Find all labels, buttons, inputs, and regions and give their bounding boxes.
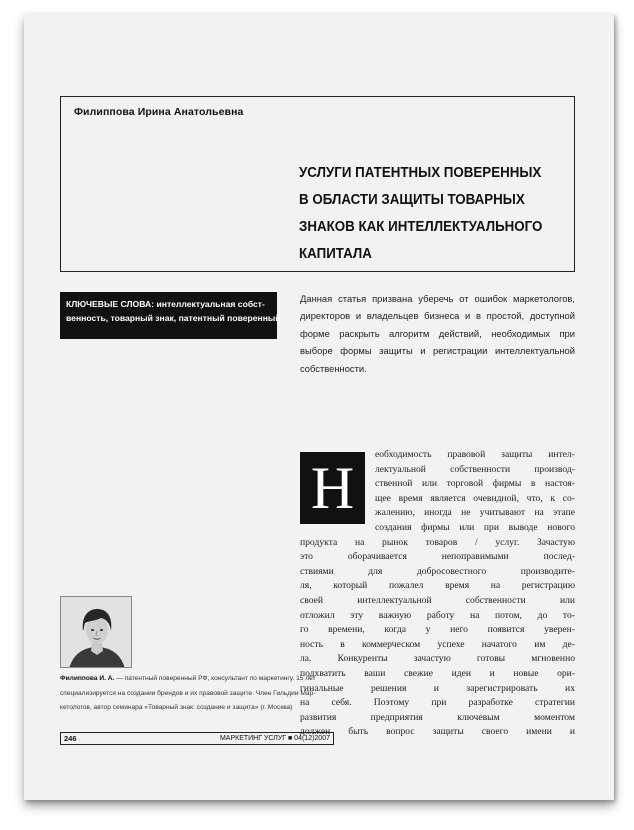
journal-issue: МАРКЕТИНГ УСЛУГ ■ 04(12)2007	[219, 734, 330, 742]
bio-line	[60, 672, 336, 687]
lead-line: форме раскрыть алгоритм действий, необходимых при	[300, 327, 575, 339]
author-bio	[60, 672, 336, 716]
bio-text: — патентный поверенный РФ, консультант по маркетингу. 15 лет	[114, 675, 316, 682]
body-line: го времени, когда у него появится уверен-	[300, 624, 575, 636]
journal-page	[24, 14, 614, 800]
body-line: ла. Конкуренты зачастую готовы мгновенно	[300, 653, 575, 665]
body-line: подхватить ваши свежие идеи и новые ори-	[300, 667, 575, 679]
lead-line: собственности.	[300, 362, 367, 374]
body-column	[300, 448, 575, 740]
lead-line: директоров и владельцев бизнеса и в простой, доступной	[300, 310, 575, 322]
bio-line: кетологов, автор семинара «Товарный знак: создание и защита» (г. Москва)	[60, 704, 293, 711]
title-line: ЗНАКОВ КАК ИНТЕЛЛЕКТУАЛЬНОГО	[299, 219, 543, 235]
body-line: лектуальной собственности производ-	[375, 463, 575, 475]
body-line: щее время является очевидной, что, к со-	[375, 492, 575, 504]
drop-cap: Н	[300, 452, 365, 524]
bio-name: Филиппова И. А.	[60, 675, 115, 682]
lead-paragraph	[300, 290, 575, 377]
body-line: еобходимость правовой защиты интел-	[375, 449, 575, 460]
bio-line: специализируется на создании брендов и их правовой защите. Член Гильдии Мар-	[60, 689, 316, 697]
body-line: гинальные решения и зарегистрировать их	[300, 682, 575, 694]
body-line: развития предприятия ключевым моментом	[300, 711, 575, 723]
author-name: Филиппова Ирина Анатольевна	[74, 106, 244, 118]
body-line: ля, который пожалел время на регистрацию	[300, 580, 575, 592]
author-portrait-icon	[61, 597, 132, 668]
page-number: 246	[64, 734, 77, 743]
title-line: В ОБЛАСТИ ЗАЩИТЫ ТОВАРНЫХ	[299, 192, 525, 208]
body-line: ственной или торговой фирмы в настоя-	[375, 478, 575, 490]
article-header-box	[60, 96, 575, 272]
title-line: УСЛУГИ ПАТЕНТНЫХ ПОВЕРЕННЫХ	[299, 165, 542, 181]
keywords-box	[60, 292, 281, 339]
body-line: ствиями для добросовестного производите-	[300, 565, 575, 577]
page-footer	[60, 732, 334, 745]
article-title	[299, 160, 547, 268]
body-line: своей интеллектуальной собственности или	[300, 594, 575, 606]
body-line: продукта на рынок товаров / услуг. Зачастую	[300, 536, 575, 548]
keywords-line: КЛЮЧЕВЫЕ СЛОВА: интеллектуальная собст-	[66, 299, 265, 309]
body-line: создания фирмы или при выводе нового	[375, 521, 575, 533]
keywords-line: венность, товарный знак, патентный поверенный	[66, 313, 281, 323]
body-line: на себя. Поэтому при разработке стратегии	[300, 697, 575, 709]
body-line: должен быть вопрос защиты своего имени и	[300, 726, 575, 738]
author-photo	[60, 596, 132, 668]
body-line: отложил эту важную работу на потом, до то-	[300, 609, 575, 621]
lead-line: Данная статья призвана уберечь от ошибок маркетологов,	[300, 293, 575, 304]
title-line: КАПИТАЛА	[299, 246, 372, 262]
body-line: это оборачивается непоправимыми послед-	[300, 551, 575, 563]
body-line: ность в коммерческом успехе начатого им де-	[300, 638, 575, 650]
lead-line: выборе формы защиты и регистрации интеллектуальной	[300, 345, 575, 357]
body-line: жалению, иногда не учитывают на этапе	[375, 507, 575, 519]
